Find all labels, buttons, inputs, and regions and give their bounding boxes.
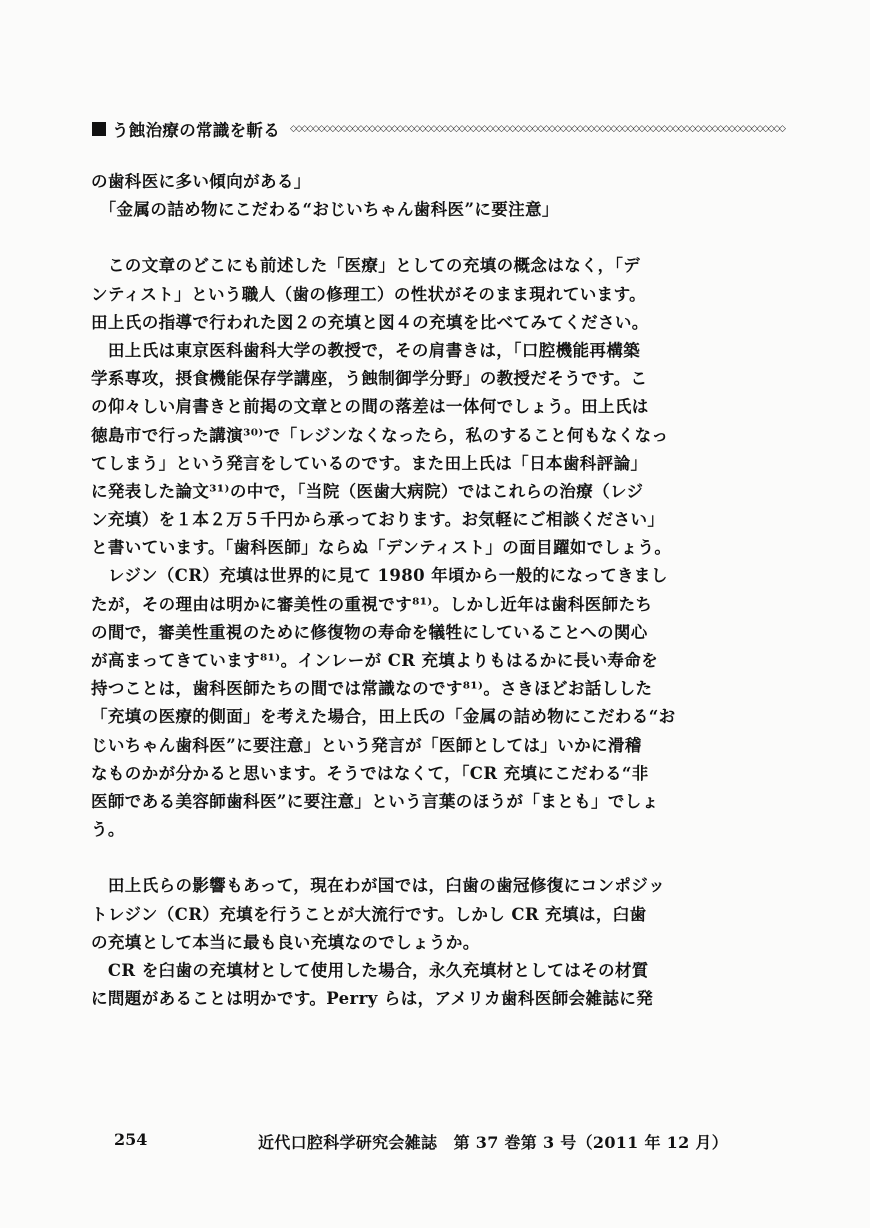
header-decorative-rule: ◇◇◇◇◇◇◇◇◇◇◇◇◇◇◇◇◇◇◇◇◇◇◇◇◇◇◇◇◇◇◇◇◇◇◇◇◇◇◇◇◇◇◇◇◇◇◇◇◇◇◇◇◇◇◇◇◇◇◇◇◇◇◇◇◇◇◇◇◇◇◇◇◇◇◇◇◇◇◇◇◇◇◇◇◇◇◇◇ — [290, 125, 785, 133]
text-line: 徳島市で行った講演³⁰⁾で「レジンなくなったら，私のすること何もなくなっ — [91, 425, 669, 445]
text-line: の歯科医に多い傾向がある」 — [91, 172, 311, 191]
paragraph-gap — [91, 224, 791, 252]
text-line: 「金属の詰め物にこだわる“おじいちゃん歯科医”に要注意」 — [91, 200, 559, 220]
text-line: 田上氏は東京医科歯科大学の教授で，その肩書きは，「口腔機能再構築 — [91, 340, 641, 360]
text-line: が高まってきています⁸¹⁾。インレーが CR 充填よりもはるかに長い寿命を — [91, 651, 659, 670]
text-line: トレジン（CR）充填を行うことが大流行です。しかし CR 充填は，臼歯 — [91, 904, 647, 924]
header-title: う蝕治療の常識を斬る — [112, 121, 280, 140]
running-header — [92, 116, 832, 142]
text-line: 医師である美容師歯科医”に要注意」という言葉のほうが「まとも」でしょ — [91, 791, 659, 811]
text-line: う。 — [91, 820, 125, 840]
text-line: と書いています。「歯科医師」ならぬ「デンティスト」の面目躍如でしょう。 — [91, 538, 672, 558]
text-line: 「充填の医療的側面」を考えた場合，田上氏の「金属の詰め物にこだわる“お — [91, 707, 676, 727]
text-line: この文章のどこにも前述した「医療」としての充填の概念はなく，「デ — [91, 256, 641, 276]
text-line: の充填として本当に最も良い充填なのでしょうか。 — [91, 932, 480, 952]
text-line: じいちゃん歯科医”に要注意」という発言が「医師としては」いかに滑稽 — [91, 735, 642, 755]
text-line: に問題があることは明かです。Perry らは，アメリカ歯科医師会雑誌に発 — [91, 989, 654, 1009]
page-number: 254 — [114, 1130, 148, 1149]
text-line: の仰々しい肩書きと前掲の文章との間の落差は一体何でしょう。田上氏は — [91, 397, 649, 417]
text-line: CR を臼歯の充填材として使用した場合，永久充填材としてはその材質 — [91, 960, 649, 980]
body-text — [91, 168, 791, 1013]
text-line: 学系専攻，摂食機能保存学講座，う蝕制御学分野」の教授だそうです。こ — [91, 369, 648, 389]
text-line: 田上氏らの影響もあって，現在わが国では，臼歯の歯冠修復にコンポジッ — [91, 876, 666, 896]
page-footer — [0, 1130, 870, 1154]
paragraph-gap — [91, 844, 791, 872]
text-line: の間で，審美性重視のために修復物の寿命を犠牲にしていることへの関心 — [91, 622, 648, 642]
text-line: レジン（CR）充填は世界的に見て 1980 年頃から一般的になってきまし — [91, 566, 668, 586]
text-line: たが，その理由は明かに審美性の重視です⁸¹⁾。しかし近年は歯科医師たち — [91, 594, 653, 614]
text-line: てしまう」という発言をしているのです。また田上氏は「日本歯科評論」 — [91, 453, 648, 473]
header-square-bullet — [92, 122, 106, 136]
journal-citation: 近代口腔科学研究会雑誌 第 37 巻第 3 号（2011 年 12 月） — [258, 1133, 728, 1152]
text-line: に発表した論文³¹⁾の中で，「当院（医歯大病院）ではこれらの治療（レジ — [91, 481, 644, 501]
text-line: なものかが分かると思います。そうではなくて，「CR 充填にこだわる“非 — [91, 763, 649, 783]
text-line: 持つことは，歯科医師たちの間では常識なのです⁸¹⁾。さきほどお話しした — [91, 679, 653, 699]
text-line: ン充填）を１本２万５千円から承っております。お気軽にご相談ください」 — [91, 510, 665, 530]
text-line: 田上氏の指導で行われた図２の充填と図４の充填を比べてみてください。 — [91, 312, 649, 332]
text-line: ンティスト」という職人（歯の修理工）の性状がそのまま現れています。 — [91, 284, 647, 304]
